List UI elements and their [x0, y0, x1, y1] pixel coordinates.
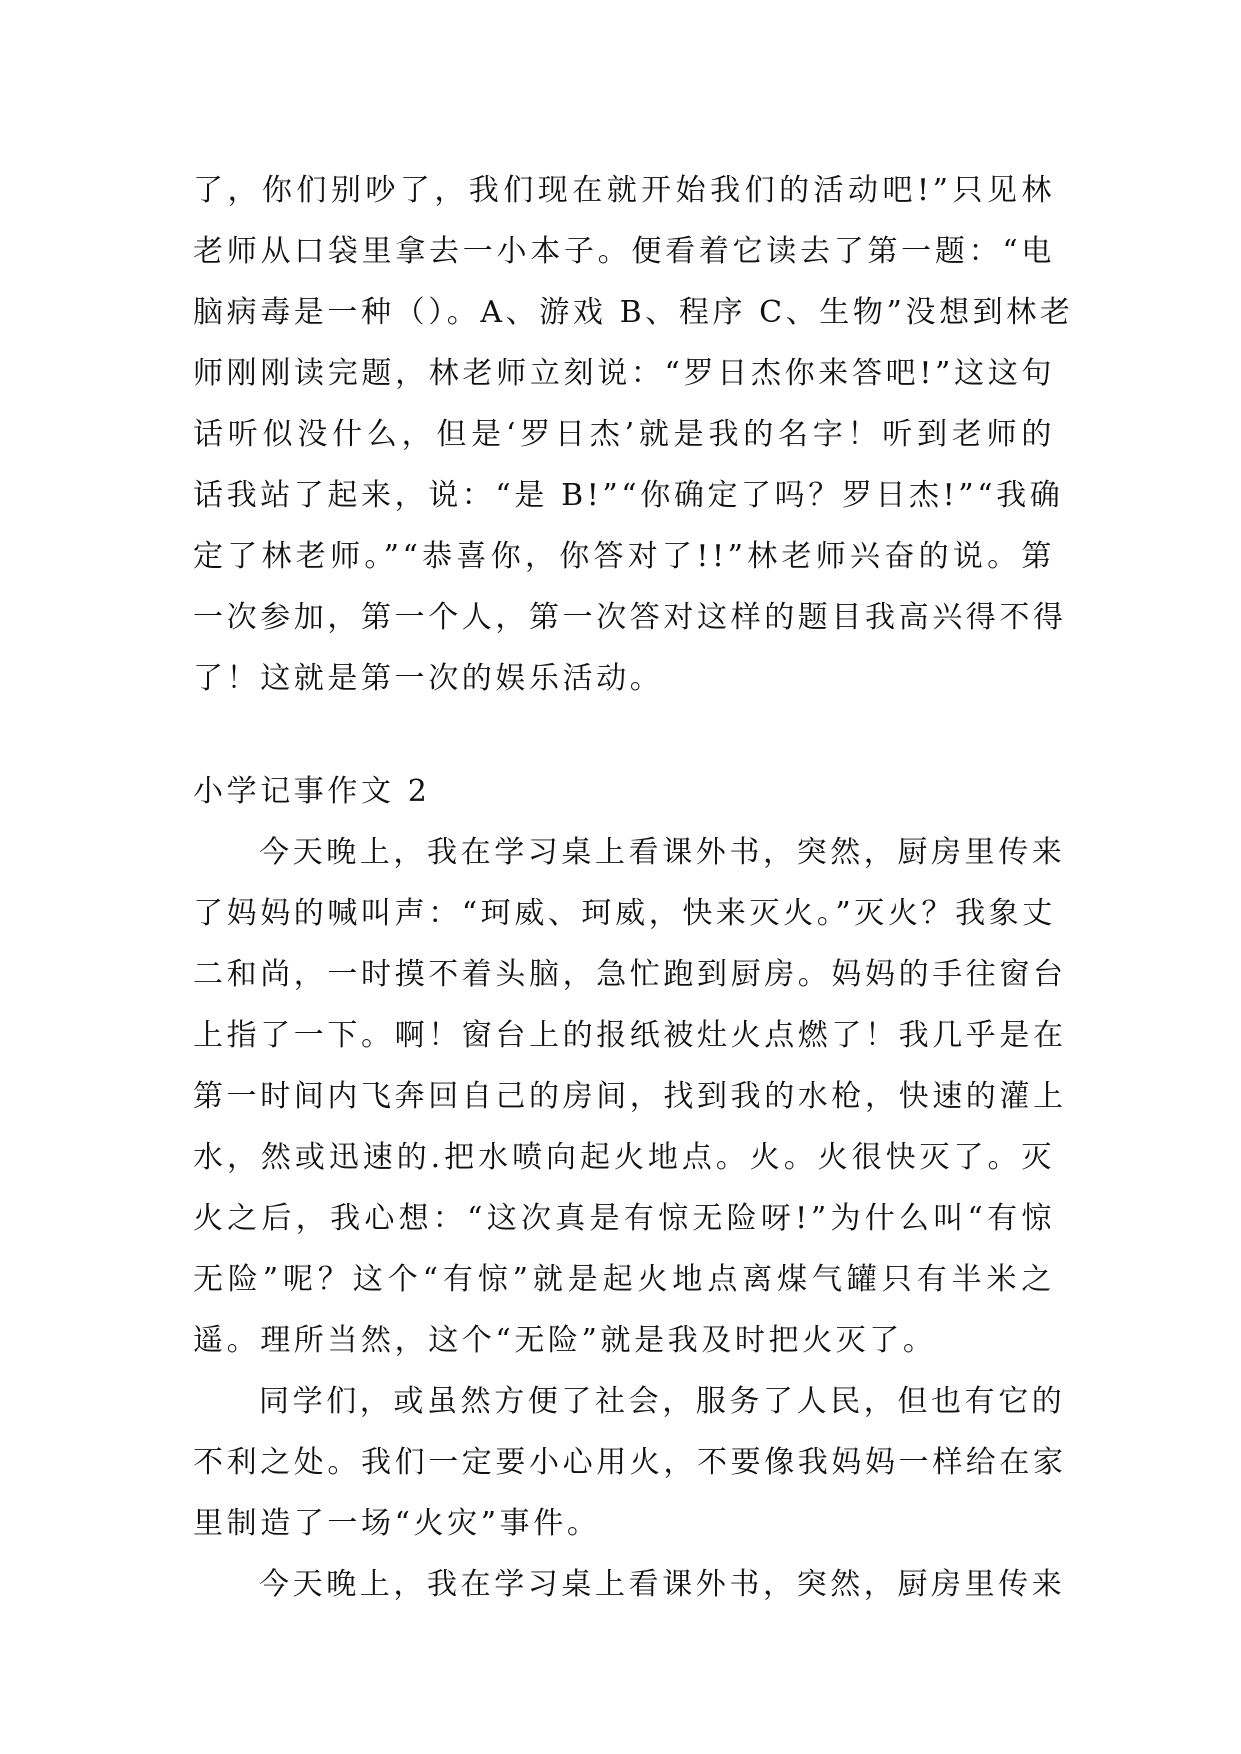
text-line: 话我站了起来，说：“是 B!”“你确定了吗？罗日杰!”“我确 [193, 478, 1064, 513]
text-line: 二和尚，一时摸不着头脑，急忙跑到厨房。妈妈的手往窗台 [193, 957, 1067, 992]
document-page [193, 160, 1074, 1615]
section-heading: 小学记事作文 2 [193, 774, 431, 809]
text-line: 一次参加，第一个人，第一次答对这样的题目我高兴得不得 [193, 600, 1067, 635]
paragraph-repeat [193, 1554, 1066, 1615]
text-line: 火之后，我心想：“这次真是有惊无险呀!”为什么叫“有惊 [193, 1201, 1055, 1236]
text-line: 了！这就是第一次的娱乐活动。 [193, 661, 664, 696]
text-line: 遥。理所当然，这个“无险”就是我及时把火灭了。 [193, 1323, 937, 1358]
text-line: 同学们，或虽然方便了社会，服务了人民，但也有它的 [259, 1384, 1066, 1419]
text-line: 里制造了一场“火灾”事件。 [193, 1506, 601, 1541]
text-line: 老师从口袋里拿去一小本子。便看着它读去了第一题：“电 [193, 234, 1055, 269]
text-line: 脑病毒是一种（）。A、游戏 B、程序 C、生物”没想到林老 [193, 295, 1074, 330]
text-line: 了，你们别吵了，我们现在就开始我们的活动吧!”只见林 [193, 173, 1055, 208]
paragraph-fire-story [193, 822, 1067, 1371]
paragraph-conclusion [193, 1371, 1067, 1554]
text-line: 第一时间内飞奔回自己的房间，找到我的水枪，快速的灌上 [193, 1079, 1067, 1114]
text-line: 了妈妈的喊叫声：“珂威、珂威，快来灭火。”灭火？我象丈 [193, 896, 1056, 931]
text-line: 今天晚上，我在学习桌上看课外书，突然，厨房里传来 [259, 835, 1066, 870]
text-line: 水，然或迅速的.把水喷向起火地点。火。火很快灭了。灭 [193, 1140, 1055, 1175]
text-line: 无险”呢？这个“有惊”就是起火地点离煤气罐只有半米之 [193, 1262, 1055, 1297]
paragraph-continued [193, 160, 1074, 709]
text-line: 不利之处。我们一定要小心用火，不要像我妈妈一样给在家 [193, 1445, 1067, 1480]
text-line: 今天晚上，我在学习桌上看课外书，突然，厨房里传来 [259, 1567, 1066, 1602]
text-line: 上指了一下。啊！窗台上的报纸被灶火点燃了！我几乎是在 [193, 1018, 1067, 1053]
text-line: 师刚刚读完题，林老师立刻说：“罗日杰你来答吧!”这这句 [193, 356, 1055, 391]
text-line: 话听似没什么，但是‘罗日杰’就是我的名字！听到老师的 [193, 417, 1055, 452]
text-line: 定了林老师。”“恭喜你，你答对了!!”林老师兴奋的说。第 [193, 539, 1055, 574]
